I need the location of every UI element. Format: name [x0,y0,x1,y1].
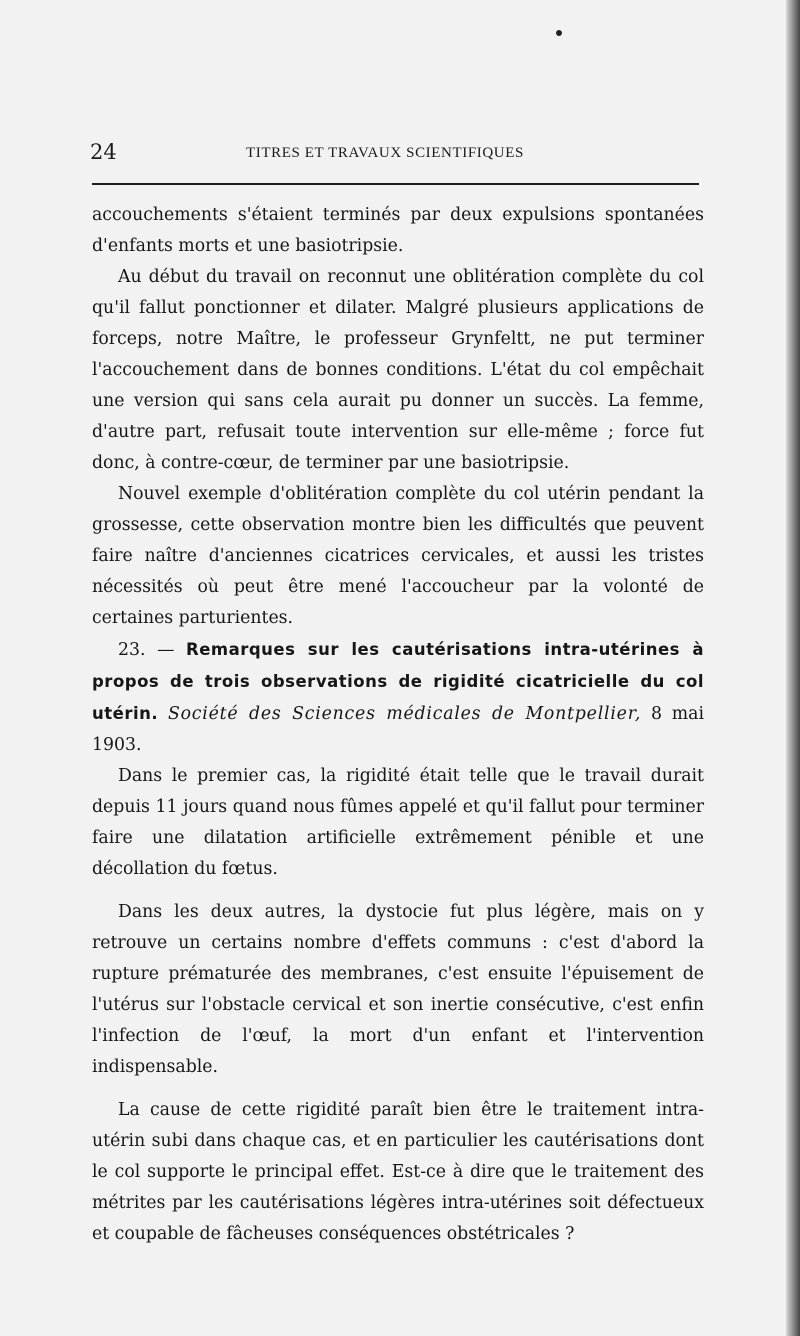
paragraph-continuation: accouchements s'étaient terminés par deux expulsions spontanées d'enfants morts et une basiotripsie. [92,205,704,256]
page-number: 24 [90,140,117,164]
page-edge-shadow [786,0,800,1336]
paragraph: La cause de cette rigidité paraît bien être le traitement intra-utérin subi dans chaque cas, et en particulier les cautérisations dont le col supporte le principal effet. Est-ce à dire que le traitement des métrites par les cautérisations légères intra-utérines soit défectueux et coupable de fâcheuses conséquences obstétricales ? [92,1100,704,1244]
header-rule [92,183,699,185]
paragraph: Nouvel exemple d'oblitération complète du col utérin pendant la grossesse, cette observation montre bien les difficultés que peuvent faire naître d'anciennes cicatrices cervicales, et aussi les tristes nécessités où peut être mené l'accoucheur par la volonté de certaines parturientes. [92,484,704,628]
paragraph: Au début du travail on reconnut une oblitération complète du col qu'il fallut ponctionner et dilater. Malgré plusieurs applications de forceps, notre Maître, le professeur Grynfeltt, ne put terminer l'accouchement dans de bonnes conditions. L'état du col empêchait une version qui sans cela aurait pu donner un succès. La femme, d'autre part, refusait toute intervention sur elle-même ; force fut donc, à contre-cœur, de terminer par une basiotripsie. [92,267,704,473]
section-date: 8 mai 1903. [92,704,704,755]
section-number: 23. — [118,640,175,660]
ink-speck [556,30,562,36]
body-text [92,200,704,1250]
section-heading [92,634,704,761]
page-header [90,140,700,166]
running-title: TITRES ET TRAVAUX SCIENTIFIQUES [246,145,524,161]
section-source: Société des Sciences médicales de Montpellier, [167,704,642,724]
section-title: Remarques sur les cautérisations intra-utérines à propos de trois observations de rigidité cicatricielle du col utérin. [92,640,704,723]
paragraph: Dans le premier cas, la rigidité était telle que le travail durait depuis 11 jours quand nous fûmes appelé et qu'il fallut pour terminer faire une dilatation artificielle extrêmement pénible et une décollation du fœtus. [92,766,704,879]
paragraph: Dans les deux autres, la dystocie fut plus légère, mais on y retrouve un certains nombre d'effets communs : c'est d'abord la rupture prématurée des membranes, c'est ensuite l'épuisement de l'utérus sur l'obstacle cervical et son inertie consécutive, c'est enfin l'infection de l'œuf, la mort d'un enfant et l'intervention indispensable. [92,902,704,1077]
